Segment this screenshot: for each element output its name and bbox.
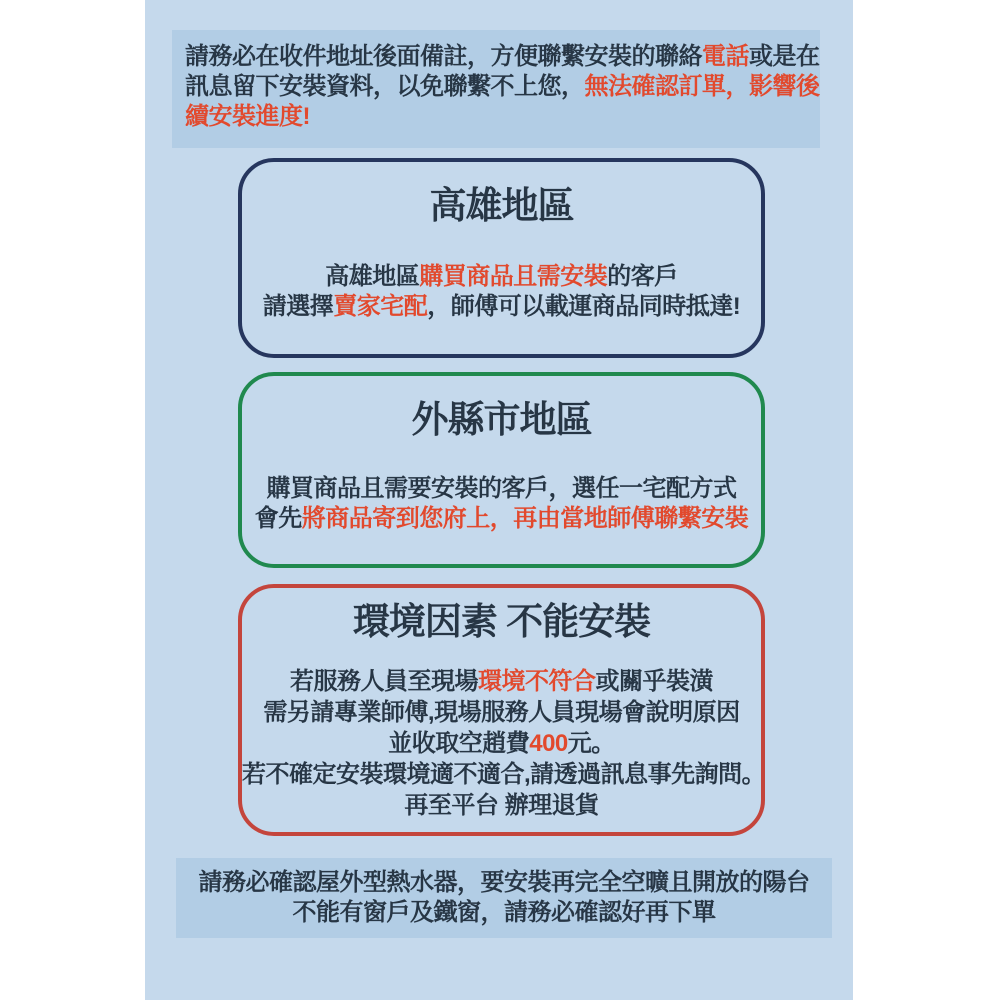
bottom-notice: [176, 858, 832, 938]
text-segment: ，師傅可以載運商品同時抵達!: [427, 293, 741, 320]
text-segment: 若不確定安裝環境適不適合,請透過訊息事先詢問。: [242, 761, 766, 788]
top-notice-line: [185, 42, 820, 72]
kaohsiung-area-box: [238, 158, 765, 358]
text-segment: 續安裝進度!: [185, 103, 310, 130]
environment-body-line: [242, 790, 761, 821]
text-segment: 電話: [702, 43, 749, 70]
text-segment: 的客戶: [607, 263, 678, 290]
other-counties-title: 外縣市地區: [411, 399, 592, 440]
text-segment: 購買商品且需要安裝的客戶，選任一宅配方式: [266, 475, 737, 502]
text-segment: 元。: [567, 730, 615, 757]
top-notice-line: [185, 102, 820, 132]
other-counties-body-line: [242, 504, 761, 534]
text-segment: 再至平台 辦理退貨: [404, 792, 599, 819]
text-segment: 訊息留下安裝資料，以免聯繫不上您，: [185, 73, 585, 100]
environment-body-line: [242, 666, 761, 697]
text-segment: 不能有窗戶及鐵窗，請務必確認好再下單: [292, 899, 716, 926]
bottom-notice-line: [176, 898, 832, 928]
text-segment: 或關乎裝潢: [595, 668, 713, 695]
text-segment: 購買商品且需安裝: [419, 263, 608, 290]
text-segment: 將商品寄到您府上，再由當地師傅聯繫安裝: [301, 505, 749, 532]
other-counties-body-line: [242, 474, 761, 504]
other-counties-body: [242, 474, 761, 534]
text-segment: 400: [529, 730, 568, 757]
environment-body-line: [242, 759, 766, 790]
environment-body-line: [242, 728, 761, 759]
kaohsiung-body-line: [242, 292, 761, 322]
text-segment: 並收取空趙費: [388, 730, 530, 757]
text-segment: 請選擇: [262, 293, 334, 320]
other-counties-box: [238, 372, 765, 568]
kaohsiung-area-body: [242, 262, 761, 322]
text-segment: 無法確認訂單，影響後: [584, 73, 820, 100]
top-notice: [172, 30, 820, 148]
kaohsiung-body-line: [242, 262, 761, 292]
text-segment: 環境不符合: [478, 668, 596, 695]
environment-title: 環境因素 不能安裝: [352, 601, 651, 642]
text-segment: 高雄地區: [325, 263, 420, 290]
text-segment: 或是在: [749, 43, 820, 70]
text-segment: 請務必在收件地址後面備註，方便聯繫安裝的聯絡: [185, 43, 702, 70]
environment-box: [238, 584, 765, 836]
kaohsiung-area-title: 高雄地區: [429, 185, 574, 226]
bottom-notice-line: [176, 868, 832, 898]
text-segment: 需另請專業師傅,現場服務人員現場會說明原因: [263, 699, 740, 726]
text-segment: 請務必確認屋外型熱水器，要安裝再完全空曠且開放的陽台: [198, 869, 810, 896]
text-segment: 會先: [254, 505, 302, 532]
notice-panel: [145, 0, 853, 1000]
environment-body: [242, 666, 766, 821]
environment-body-line: [242, 697, 761, 728]
text-segment: 賣家宅配: [333, 293, 428, 320]
top-notice-line: [185, 72, 820, 102]
text-segment: 若服務人員至現場: [290, 668, 478, 695]
